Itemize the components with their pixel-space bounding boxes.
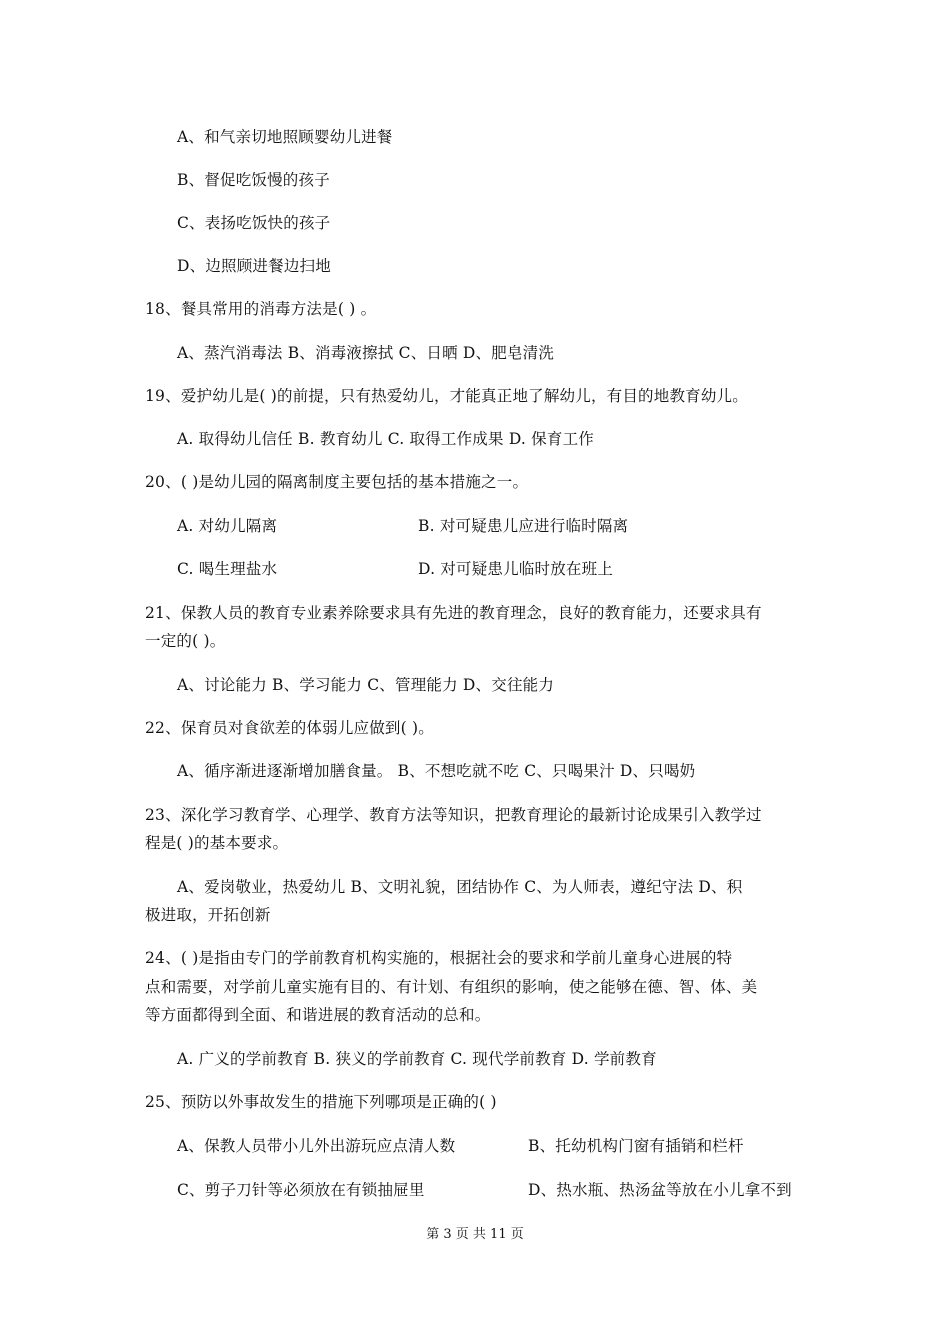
q25-option-b: B、托幼机构门窗有插销和栏杆 [528, 1137, 744, 1155]
q17-option-a: A、和气亲切地照顾婴幼儿进餐 [177, 128, 393, 146]
q23-stem-line2: 程是( )的基本要求。 [145, 834, 289, 852]
q20-option-c: C. 喝生理盐水 [177, 560, 278, 578]
q25-stem: 25、预防以外事故发生的措施下列哪项是正确的( ) [145, 1093, 497, 1111]
q25-option-d: D、热水瓶、热汤盆等放在小儿拿不到 [528, 1181, 792, 1199]
q24-stem-line2: 点和需要，对学前儿童实施有目的、有计划、有组织的影响，使之能够在德、智、体、美 [145, 978, 758, 996]
q21-options: A、讨论能力 B、学习能力 C、管理能力 D、交往能力 [177, 676, 555, 694]
q22-stem: 22、保育员对食欲差的体弱儿应做到( )。 [145, 719, 434, 737]
q20-option-d: D. 对可疑患儿临时放在班上 [418, 560, 614, 578]
q23-stem-line1: 23、深化学习教育学、心理学、教育方法等知识，把教育理论的最新讨论成果引入教学过 [145, 806, 762, 824]
q20-option-a: A. 对幼儿隔离 [177, 517, 278, 535]
q24-stem-line3: 等方面都得到全面、和谐进展的教育活动的总和。 [145, 1006, 491, 1024]
page-footer [0, 1226, 950, 1244]
q21-stem-line1: 21、保教人员的教育专业素养除要求具有先进的教育理念，良好的教育能力，还要求具有 [145, 604, 762, 622]
q19-options: A. 取得幼儿信任 B. 教育幼儿 C. 取得工作成果 D. 保育工作 [177, 430, 594, 448]
q21-stem-line2: 一定的( )。 [145, 632, 226, 650]
q20-stem: 20、( )是幼儿园的隔离制度主要包括的基本措施之一。 [145, 473, 529, 491]
q19-stem: 19、爱护幼儿是( )的前提，只有热爱幼儿，才能真正地了解幼儿，有目的地教育幼儿。 [145, 387, 748, 405]
q17-option-b: B、督促吃饭慢的孩子 [177, 171, 330, 189]
q23-options-line2: 极进取，开拓创新 [145, 906, 271, 924]
q18-options: A、蒸汽消毒法 B、消毒液擦拭 C、日晒 D、肥皂清洗 [177, 344, 555, 362]
q25-option-a: A、保教人员带小儿外出游玩应点清人数 [177, 1137, 456, 1155]
q22-options: A、循序渐进逐渐增加膳食量。 B、不想吃就不吃 C、只喝果汁 D、只喝奶 [177, 762, 696, 780]
q25-option-c: C、剪子刀针等必须放在有锁抽屉里 [177, 1181, 425, 1199]
q17-option-d: D、边照顾进餐边扫地 [177, 257, 331, 275]
q20-option-b: B. 对可疑患儿应进行临时隔离 [418, 517, 629, 535]
q18-stem: 18、餐具常用的消毒方法是( ) 。 [145, 300, 377, 318]
q24-stem-line1: 24、( )是指由专门的学前教育机构实施的，根据社会的要求和学前儿童身心进展的特 [145, 949, 733, 967]
q24-options: A. 广义的学前教育 B. 狭义的学前教育 C. 现代学前教育 D. 学前教育 [177, 1050, 657, 1068]
page-number: 第 3 页 共 11 页 [426, 1227, 524, 1242]
q23-options-line1: A、爱岗敬业，热爱幼儿 B、文明礼貌，团结协作 C、为人师表，遵纪守法 D、积 [177, 878, 743, 896]
q17-option-c: C、表扬吃饭快的孩子 [177, 214, 331, 232]
